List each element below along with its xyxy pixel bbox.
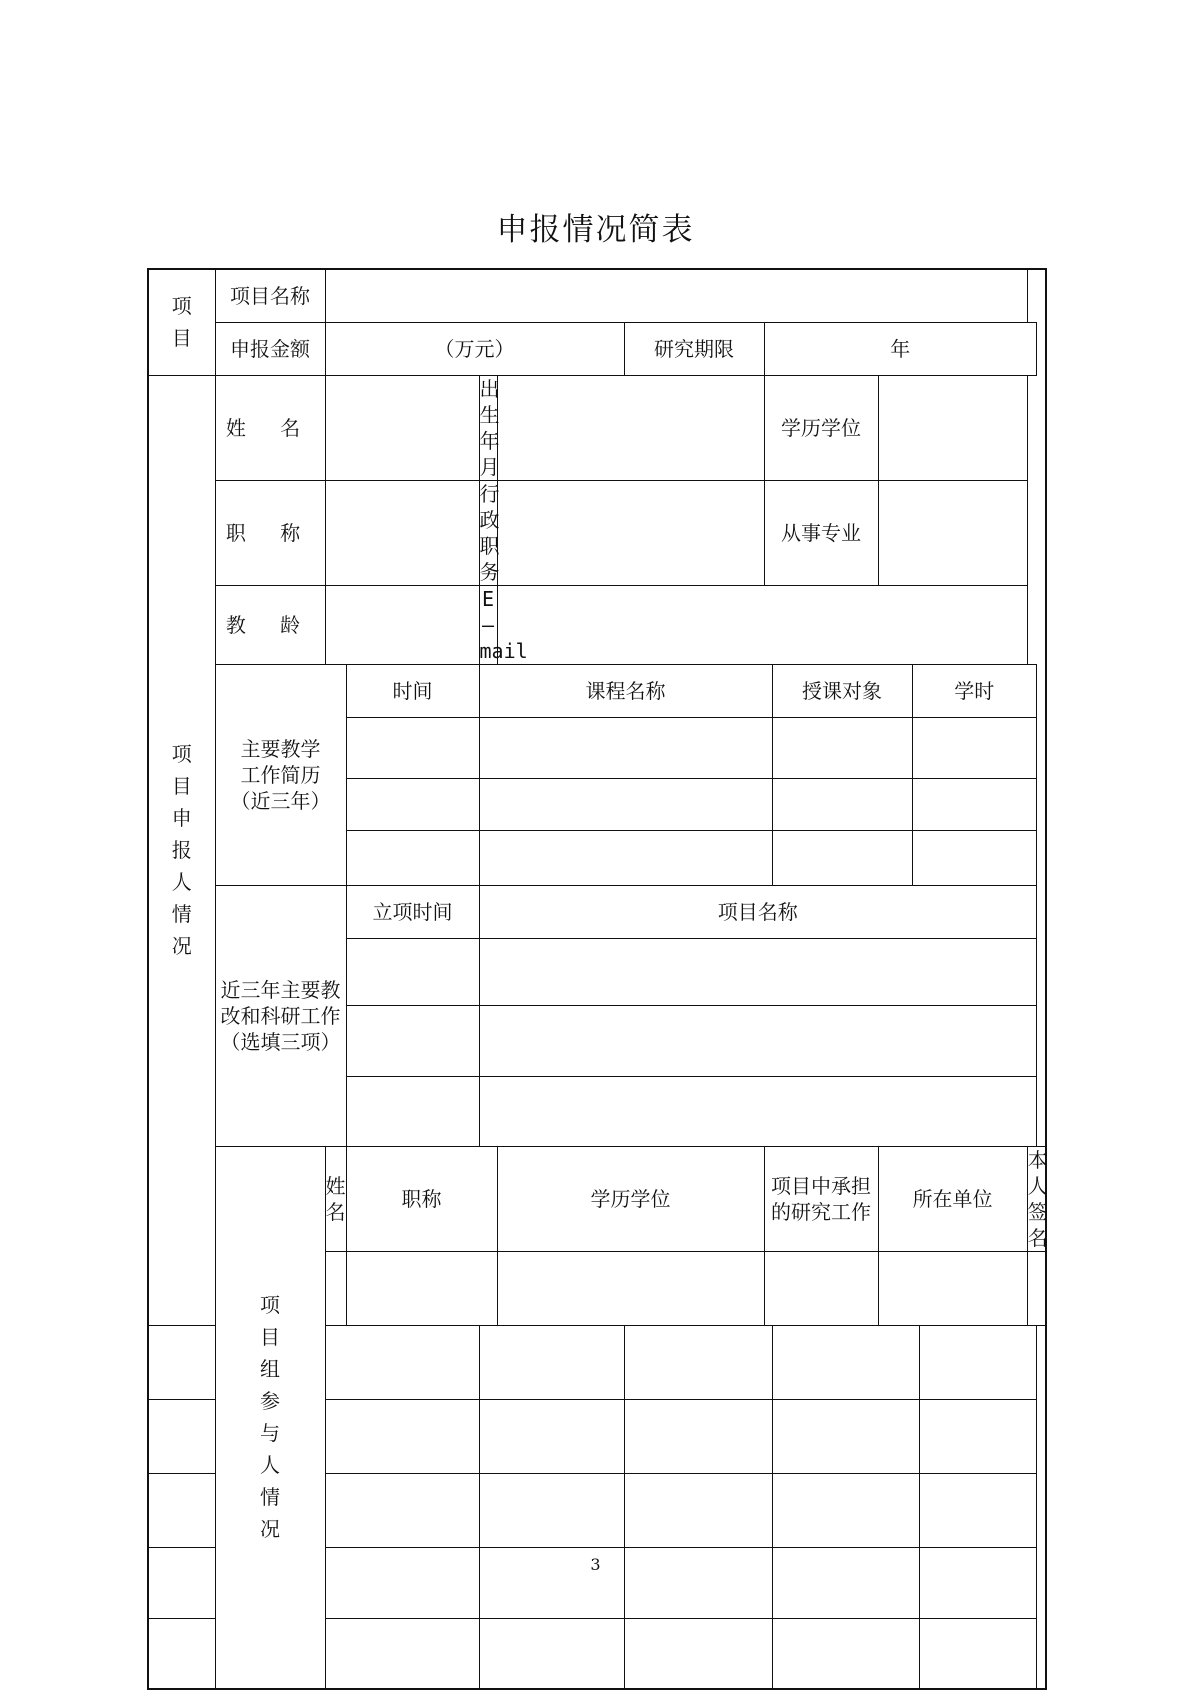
teaching-time-field[interactable] [346, 778, 479, 830]
project-period-label: 研究期限 [624, 322, 764, 375]
application-summary-table [147, 268, 1047, 1690]
members-header-row [148, 1146, 1046, 1251]
teaching-label-line3: （近三年） [230, 788, 331, 813]
research-label-line1: 近三年主要教 [220, 977, 341, 1002]
members-header-title: 职称 [346, 1146, 497, 1251]
project-name-label: 项目名称 [215, 269, 325, 322]
research-label-line2: 改和科研工作 [220, 1003, 341, 1028]
research-date-field[interactable] [346, 938, 479, 1005]
member-title-field[interactable] [325, 1399, 479, 1473]
members-header-unit: 所在单位 [878, 1146, 1027, 1251]
applicant-major-label: 从事专业 [764, 480, 878, 585]
member-signature-field[interactable] [1027, 1251, 1046, 1325]
research-label-line3: （选填三项） [220, 1029, 341, 1054]
project-name-row [148, 269, 1046, 322]
teaching-audience-field[interactable] [772, 778, 912, 830]
teaching-header-row [148, 664, 1046, 717]
member-name-field[interactable] [148, 1325, 215, 1399]
member-title-field[interactable] [325, 1473, 479, 1547]
member-degree-field[interactable] [479, 1473, 624, 1547]
member-signature-field[interactable] [919, 1473, 1037, 1547]
members-group-label: 项目组参与人情况 [260, 1293, 280, 1542]
research-project-field[interactable] [479, 1076, 1037, 1146]
research-header-date: 立项时间 [346, 885, 479, 938]
applicant-name-row [148, 375, 1046, 480]
member-unit-field[interactable] [878, 1251, 1027, 1325]
applicant-email-label: E—mail [479, 586, 528, 663]
applicant-degree-field[interactable] [878, 375, 1027, 480]
research-label-cell [215, 885, 346, 1146]
project-name-field[interactable] [325, 269, 1027, 322]
teaching-course-field[interactable] [479, 830, 772, 885]
member-degree-field[interactable] [497, 1251, 764, 1325]
page-number: 3 [590, 1555, 601, 1574]
member-work-field[interactable] [624, 1399, 772, 1473]
project-amount-label: 申报金额 [215, 322, 325, 375]
members-header-degree: 学历学位 [497, 1146, 764, 1251]
research-date-field[interactable] [346, 1005, 479, 1076]
member-signature-field[interactable] [919, 1399, 1037, 1473]
project-amount-field[interactable]: （万元） [325, 322, 624, 375]
applicant-group-label: 项目申报人情况 [171, 742, 192, 958]
applicant-birth-label: 出生年月 [479, 376, 500, 479]
project-group-label: 项目 [171, 294, 192, 351]
member-work-field[interactable] [624, 1473, 772, 1547]
member-unit-field[interactable] [772, 1618, 919, 1689]
applicant-name-label: 姓 名 [215, 375, 325, 480]
member-work-field[interactable] [764, 1251, 878, 1325]
applicant-age-field[interactable] [325, 585, 479, 664]
member-unit-field[interactable] [772, 1399, 919, 1473]
applicant-email-field[interactable] [497, 585, 1027, 664]
member-degree-field[interactable] [479, 1618, 624, 1689]
teaching-label-cell [215, 664, 346, 885]
members-header-signature: 本人签名 [1027, 1147, 1048, 1250]
member-degree-field[interactable] [479, 1325, 624, 1399]
members-header-work: 项目中承担的研究工作 [764, 1146, 878, 1251]
member-name-field[interactable] [148, 1399, 215, 1473]
members-group-label-cell [215, 1146, 325, 1689]
teaching-audience-field[interactable] [772, 830, 912, 885]
member-work-field[interactable] [624, 1325, 772, 1399]
research-header-project: 项目名称 [479, 885, 1037, 938]
member-title-field[interactable] [346, 1251, 497, 1325]
applicant-name-field[interactable] [325, 375, 479, 480]
applicant-major-field[interactable] [878, 480, 1027, 585]
member-degree-field[interactable] [479, 1399, 624, 1473]
member-signature-field[interactable] [919, 1325, 1037, 1399]
project-group-label-cell [148, 269, 215, 375]
members-header-name: 姓名 [325, 1146, 346, 1251]
teaching-time-field[interactable] [346, 830, 479, 885]
project-period-field[interactable]: 年 [764, 322, 1037, 375]
page-title: 申报情况简表 [496, 212, 695, 248]
member-unit-field[interactable] [772, 1473, 919, 1547]
applicant-age-row [148, 585, 1046, 664]
teaching-time-field[interactable] [346, 717, 479, 778]
teaching-audience-field[interactable] [772, 717, 912, 778]
applicant-title-row [148, 480, 1046, 585]
applicant-title-label: 职 称 [215, 480, 325, 585]
member-title-field[interactable] [325, 1618, 479, 1689]
applicant-degree-label: 学历学位 [764, 375, 878, 480]
research-date-field[interactable] [346, 1076, 479, 1146]
member-name-field[interactable] [148, 1618, 215, 1689]
research-header-row [148, 885, 1046, 938]
teaching-header-audience: 授课对象 [772, 664, 912, 717]
teaching-header-hours: 学时 [912, 664, 1037, 717]
teaching-header-time: 时间 [346, 664, 479, 717]
member-name-field[interactable] [148, 1473, 215, 1547]
teaching-hours-field[interactable] [912, 778, 1037, 830]
teaching-header-course: 课程名称 [479, 664, 772, 717]
applicant-group-label-cell [148, 375, 215, 1325]
member-name-field[interactable] [325, 1251, 346, 1325]
member-title-field[interactable] [325, 1325, 479, 1399]
research-project-field[interactable] [479, 938, 1037, 1005]
member-unit-field[interactable] [772, 1325, 919, 1399]
applicant-admin-field[interactable] [497, 480, 764, 585]
member-signature-field[interactable] [919, 1618, 1037, 1689]
applicant-admin-label: 行政职务 [479, 481, 500, 584]
member-work-field[interactable] [624, 1618, 772, 1689]
applicant-age-label: 教 龄 [215, 585, 325, 664]
teaching-course-field[interactable] [479, 717, 772, 778]
research-project-field[interactable] [479, 1005, 1037, 1076]
project-amount-row [148, 322, 1046, 375]
applicant-title-field[interactable] [325, 480, 479, 585]
applicant-birth-field[interactable] [497, 375, 764, 480]
teaching-hours-field[interactable] [912, 830, 1037, 885]
teaching-course-field[interactable] [479, 778, 772, 830]
teaching-label-line2: 工作简历 [240, 762, 321, 787]
teaching-hours-field[interactable] [912, 717, 1037, 778]
teaching-label-line1: 主要教学 [240, 736, 321, 761]
